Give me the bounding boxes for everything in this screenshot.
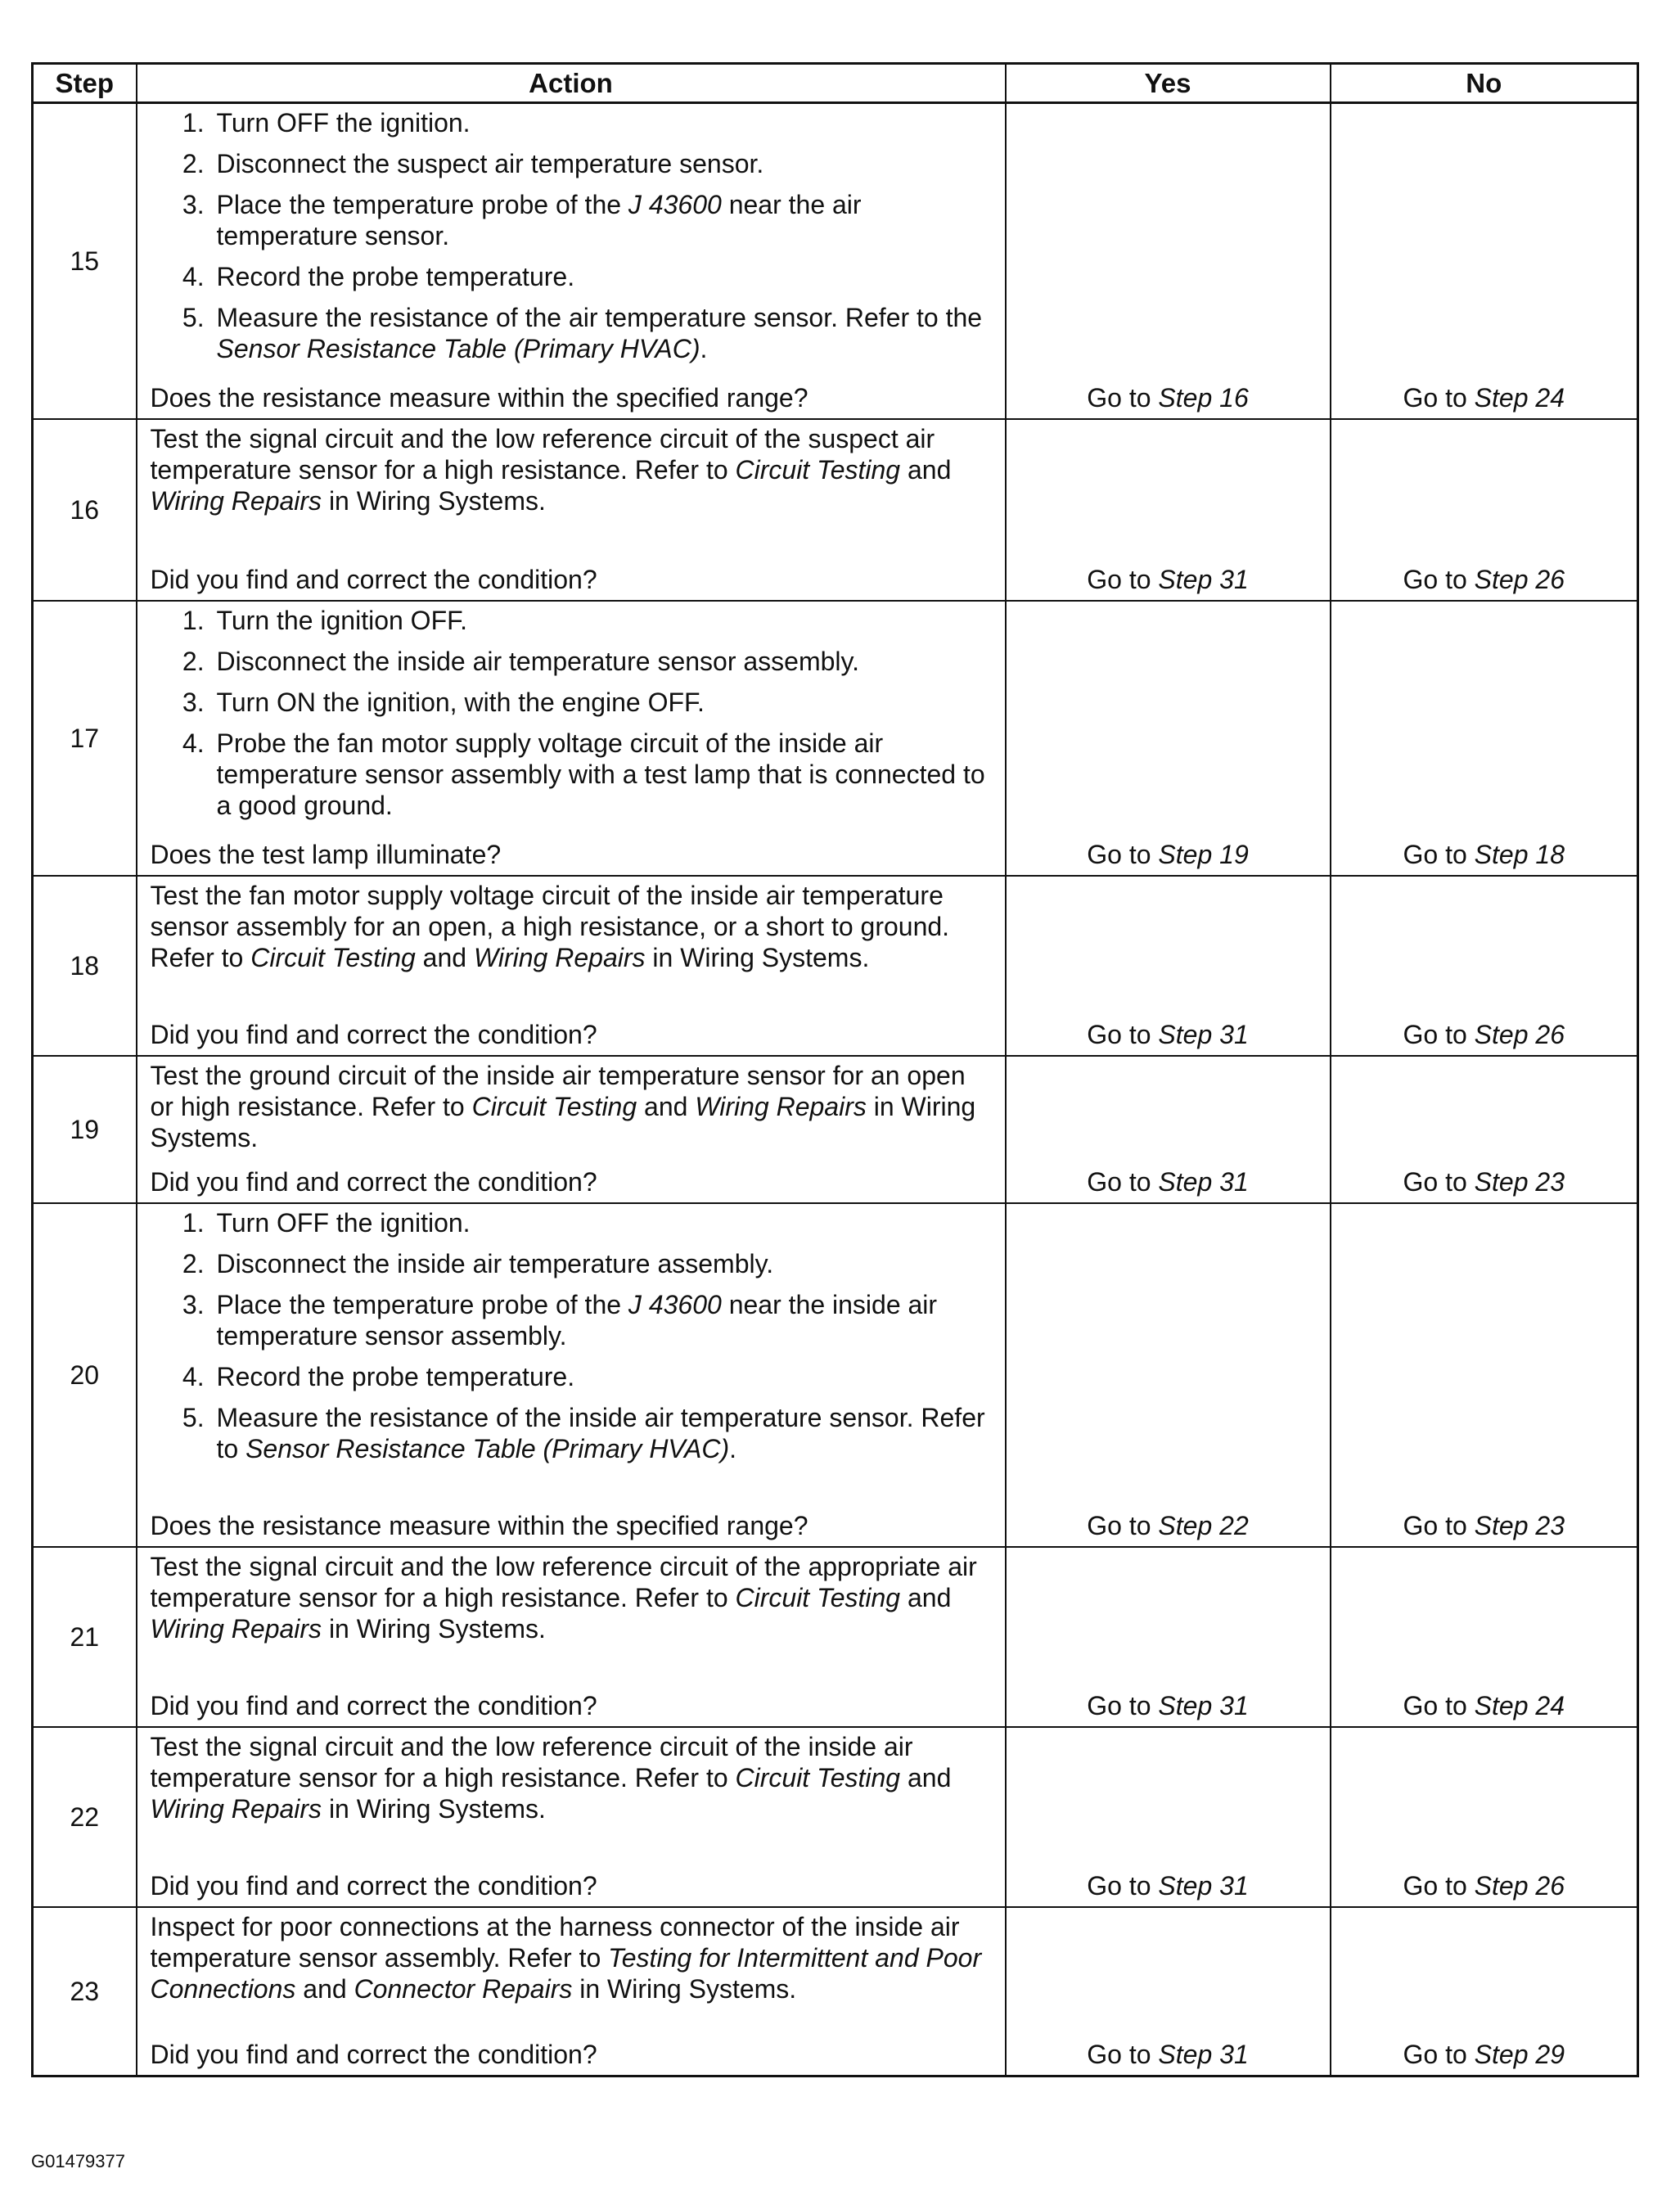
reference-text: Wiring Repairs bbox=[150, 1794, 322, 1824]
yes-goto-target: Step 31 bbox=[1158, 1691, 1249, 1720]
step-number: 19 bbox=[33, 1056, 137, 1203]
reference-text: Circuit Testing bbox=[471, 1092, 637, 1121]
action-step-item bbox=[212, 1207, 992, 1238]
yes-goto-prefix: Go to bbox=[1087, 1511, 1159, 1540]
action-step-item bbox=[212, 728, 992, 821]
action-step-item bbox=[212, 1402, 992, 1464]
table-body bbox=[33, 103, 1638, 2076]
yes-goto-target: Step 31 bbox=[1158, 1020, 1249, 1049]
yes-goto-prefix: Go to bbox=[1087, 1167, 1159, 1197]
action-cell bbox=[137, 1056, 1006, 1203]
diagnostic-table bbox=[31, 62, 1639, 2077]
action-step-item bbox=[212, 605, 992, 636]
yes-cell bbox=[1006, 1203, 1331, 1547]
action-text: in Wiring Systems. bbox=[572, 1974, 797, 2004]
no-goto-target: Step 24 bbox=[1474, 1691, 1565, 1720]
action-step-item bbox=[212, 148, 992, 179]
action-text: Place the temperature probe of the bbox=[216, 1290, 628, 1319]
no-goto-prefix: Go to bbox=[1403, 1511, 1475, 1540]
yes-goto-prefix: Go to bbox=[1087, 840, 1159, 869]
action-intro bbox=[151, 1911, 992, 2004]
reference-text: Wiring Repairs bbox=[150, 486, 322, 516]
reference-text: Wiring Repairs bbox=[695, 1092, 867, 1121]
reference-text: J 43600 bbox=[628, 190, 722, 219]
step-number: 16 bbox=[33, 419, 137, 601]
action-step-item bbox=[212, 1361, 992, 1392]
action-intro bbox=[151, 1060, 992, 1153]
action-text: Turn OFF the ignition. bbox=[216, 1208, 471, 1238]
action-text: in Wiring Systems. bbox=[322, 1794, 546, 1824]
header-yes: Yes bbox=[1006, 64, 1331, 103]
yes-goto-target: Step 31 bbox=[1158, 1167, 1249, 1197]
header-row bbox=[33, 64, 1638, 103]
action-cell bbox=[137, 1547, 1006, 1727]
step-number: 15 bbox=[33, 103, 137, 420]
action-text: Measure the resistance of the air temperature sensor. Refer to the bbox=[216, 303, 983, 332]
action-text: Test the signal circuit and the low reference circuit of the appropriate air temperature sensor for a high resistance. Refer to bbox=[150, 1552, 977, 1612]
no-goto-target: Step 26 bbox=[1474, 1871, 1565, 1901]
action-steps-list bbox=[151, 1207, 992, 1464]
action-text: Place the temperature probe of the bbox=[216, 190, 628, 219]
action-text: . bbox=[700, 334, 708, 363]
action-step-item bbox=[212, 302, 992, 364]
action-text: Record the probe temperature. bbox=[216, 262, 575, 291]
no-goto-prefix: Go to bbox=[1403, 565, 1475, 594]
reference-text: Circuit Testing bbox=[735, 1583, 901, 1612]
action-text: and bbox=[900, 1583, 952, 1612]
action-question: Does the resistance measure within the specified range? bbox=[150, 383, 808, 413]
header-action: Action bbox=[137, 64, 1006, 103]
no-goto-prefix: Go to bbox=[1403, 1020, 1475, 1049]
step-number: 17 bbox=[33, 601, 137, 876]
no-goto-target: Step 24 bbox=[1474, 383, 1565, 413]
yes-goto-prefix: Go to bbox=[1087, 1020, 1159, 1049]
no-cell bbox=[1331, 1727, 1638, 1907]
action-question: Did you find and correct the condition? bbox=[150, 1020, 597, 1049]
action-text: near the air temperature sensor. bbox=[216, 190, 862, 250]
yes-goto-target: Step 19 bbox=[1158, 840, 1249, 869]
action-question: Did you find and correct the condition? bbox=[150, 1167, 597, 1197]
yes-goto-target: Step 31 bbox=[1158, 2040, 1249, 2069]
action-steps-list bbox=[151, 605, 992, 821]
action-text: Disconnect the inside air temperature sensor assembly. bbox=[216, 647, 860, 676]
table-row bbox=[33, 1203, 1638, 1547]
action-question: Did you find and correct the condition? bbox=[150, 565, 597, 594]
step-number: 23 bbox=[33, 1907, 137, 2076]
action-step-item bbox=[212, 646, 992, 677]
yes-cell bbox=[1006, 601, 1331, 876]
reference-text: Circuit Testing bbox=[735, 1763, 901, 1792]
no-goto-prefix: Go to bbox=[1403, 2040, 1475, 2069]
no-cell bbox=[1331, 601, 1638, 876]
action-cell bbox=[137, 1203, 1006, 1547]
yes-goto-target: Step 31 bbox=[1158, 565, 1249, 594]
action-question: Did you find and correct the condition? bbox=[150, 1691, 597, 1720]
figure-id: G01479377 bbox=[31, 2151, 125, 2171]
action-step-item bbox=[212, 107, 992, 138]
no-goto-target: Step 26 bbox=[1474, 1020, 1565, 1049]
action-text: in Wiring Systems. bbox=[150, 1092, 976, 1152]
action-text: Test the signal circuit and the low reference circuit of the inside air temperature sensor for a high resistance. Refer to bbox=[150, 1732, 913, 1792]
action-intro bbox=[151, 1551, 992, 1644]
action-text: and bbox=[295, 1974, 354, 2004]
action-intro bbox=[151, 423, 992, 516]
action-text: Inspect for poor connections at the harness connector of the inside air temperature sensor assembly. Refer to bbox=[150, 1912, 960, 1973]
yes-cell bbox=[1006, 419, 1331, 601]
action-question: Did you find and correct the condition? bbox=[150, 2040, 597, 2069]
header-step: Step bbox=[33, 64, 137, 103]
action-text: near the inside air temperature sensor assembly. bbox=[216, 1290, 938, 1351]
action-cell bbox=[137, 1727, 1006, 1907]
action-text: Disconnect the suspect air temperature sensor. bbox=[216, 149, 764, 178]
reference-text: Sensor Resistance Table (Primary HVAC) bbox=[245, 1434, 730, 1463]
no-goto-prefix: Go to bbox=[1403, 840, 1475, 869]
action-intro bbox=[151, 880, 992, 973]
no-cell bbox=[1331, 103, 1638, 420]
yes-cell bbox=[1006, 876, 1331, 1056]
table-row bbox=[33, 1727, 1638, 1907]
yes-cell bbox=[1006, 1056, 1331, 1203]
yes-goto-target: Step 16 bbox=[1158, 383, 1249, 413]
no-goto-target: Step 26 bbox=[1474, 565, 1565, 594]
step-number: 18 bbox=[33, 876, 137, 1056]
no-goto-target: Step 29 bbox=[1474, 2040, 1565, 2069]
action-text: Record the probe temperature. bbox=[216, 1362, 575, 1391]
yes-cell bbox=[1006, 1547, 1331, 1727]
yes-cell bbox=[1006, 1907, 1331, 2076]
action-text: in Wiring Systems. bbox=[645, 943, 870, 972]
reference-text: Circuit Testing bbox=[735, 455, 901, 485]
action-steps-list bbox=[151, 107, 992, 364]
action-text: Test the fan motor supply voltage circuit of the inside air temperature sensor assembly for an open, a high resistance, or a short to ground. Refer to bbox=[150, 881, 950, 972]
action-cell bbox=[137, 419, 1006, 601]
yes-goto-prefix: Go to bbox=[1087, 383, 1159, 413]
yes-goto-prefix: Go to bbox=[1087, 2040, 1159, 2069]
table-row bbox=[33, 419, 1638, 601]
no-cell bbox=[1331, 1056, 1638, 1203]
action-text: Measure the resistance of the inside air temperature sensor. Refer to bbox=[216, 1403, 985, 1463]
table-row bbox=[33, 876, 1638, 1056]
reference-text: Connector Repairs bbox=[354, 1974, 573, 2004]
action-text: Test the signal circuit and the low reference circuit of the suspect air temperature sensor for a high resistance. Refer to bbox=[150, 424, 935, 485]
table-row bbox=[33, 1547, 1638, 1727]
action-text: Test the ground circuit of the inside air temperature sensor for an open or high resistance. Refer to bbox=[150, 1061, 966, 1121]
yes-goto-target: Step 22 bbox=[1158, 1511, 1249, 1540]
no-goto-prefix: Go to bbox=[1403, 383, 1475, 413]
yes-cell bbox=[1006, 103, 1331, 420]
action-text: in Wiring Systems. bbox=[322, 486, 546, 516]
reference-text: Circuit Testing bbox=[250, 943, 416, 972]
action-intro bbox=[151, 1731, 992, 1824]
action-text: . bbox=[729, 1434, 736, 1463]
yes-goto-target: Step 31 bbox=[1158, 1871, 1249, 1901]
no-goto-target: Step 23 bbox=[1474, 1511, 1565, 1540]
action-text: in Wiring Systems. bbox=[322, 1614, 546, 1644]
action-text: Turn the ignition OFF. bbox=[216, 606, 467, 635]
yes-goto-prefix: Go to bbox=[1087, 1871, 1159, 1901]
reference-text: Wiring Repairs bbox=[150, 1614, 322, 1644]
action-text: Turn OFF the ignition. bbox=[216, 108, 471, 138]
action-step-item bbox=[212, 261, 992, 292]
no-goto-target: Step 23 bbox=[1474, 1167, 1565, 1197]
yes-goto-prefix: Go to bbox=[1087, 1691, 1159, 1720]
table-row bbox=[33, 103, 1638, 420]
no-cell bbox=[1331, 1203, 1638, 1547]
action-text: Probe the fan motor supply voltage circuit of the inside air temperature sensor assembly with a test lamp that is connected to a good ground. bbox=[216, 728, 985, 820]
no-goto-prefix: Go to bbox=[1403, 1691, 1475, 1720]
no-goto-prefix: Go to bbox=[1403, 1871, 1475, 1901]
yes-goto-prefix: Go to bbox=[1087, 565, 1159, 594]
table-row bbox=[33, 1056, 1638, 1203]
action-step-item bbox=[212, 1248, 992, 1279]
step-number: 22 bbox=[33, 1727, 137, 1907]
no-cell bbox=[1331, 1907, 1638, 2076]
action-question: Does the resistance measure within the specified range? bbox=[150, 1511, 808, 1540]
reference-text: Sensor Resistance Table (Primary HVAC) bbox=[216, 334, 700, 363]
action-text: and bbox=[900, 455, 952, 485]
action-text: and bbox=[637, 1092, 696, 1121]
action-cell bbox=[137, 1907, 1006, 2076]
reference-text: J 43600 bbox=[628, 1290, 722, 1319]
action-question: Did you find and correct the condition? bbox=[150, 1871, 597, 1901]
action-text: and bbox=[900, 1763, 952, 1792]
action-step-item bbox=[212, 189, 992, 251]
yes-cell bbox=[1006, 1727, 1331, 1907]
no-cell bbox=[1331, 1547, 1638, 1727]
no-cell bbox=[1331, 419, 1638, 601]
table-row bbox=[33, 1907, 1638, 2076]
reference-text: Wiring Repairs bbox=[473, 943, 646, 972]
action-text: Disconnect the inside air temperature assembly. bbox=[216, 1249, 774, 1278]
action-step-item bbox=[212, 687, 992, 718]
header-no: No bbox=[1331, 64, 1638, 103]
no-goto-prefix: Go to bbox=[1403, 1167, 1475, 1197]
action-question: Does the test lamp illuminate? bbox=[150, 840, 502, 869]
action-text: Turn ON the ignition, with the engine OFF. bbox=[216, 688, 705, 717]
step-number: 20 bbox=[33, 1203, 137, 1547]
action-step-item bbox=[212, 1289, 992, 1351]
action-cell bbox=[137, 876, 1006, 1056]
action-cell bbox=[137, 103, 1006, 420]
no-goto-target: Step 18 bbox=[1474, 840, 1565, 869]
step-number: 21 bbox=[33, 1547, 137, 1727]
reference-text: Testing for Intermittent and Poor Connections bbox=[150, 1943, 982, 2004]
action-text: and bbox=[415, 943, 474, 972]
no-cell bbox=[1331, 876, 1638, 1056]
table-row bbox=[33, 601, 1638, 876]
action-cell bbox=[137, 601, 1006, 876]
